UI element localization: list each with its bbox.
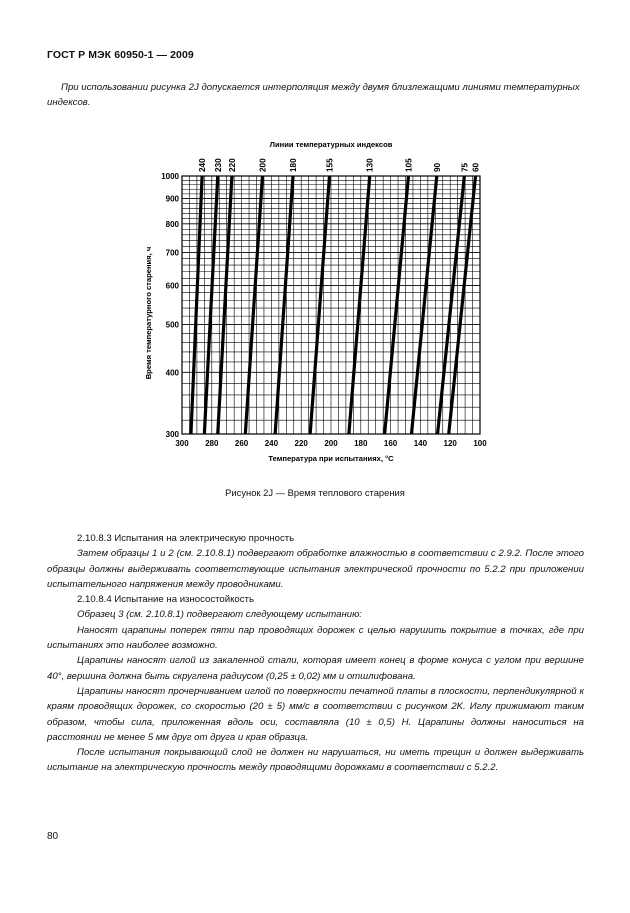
paragraph-scratches: Наносят царапины поперек пяти пар проводящих дорожек с целью нарушить покрытие в точках, где при испытаниях это наиболее возможно. — [47, 624, 584, 652]
grid-lines — [182, 176, 480, 434]
series-line-220 — [218, 176, 232, 434]
y-axis-title: Время температурного старения, ч — [144, 246, 153, 380]
y-tick-label: 500 — [165, 320, 179, 330]
series-label-155: 155 — [325, 158, 335, 172]
x-tick-label: 140 — [413, 439, 428, 448]
x-tick-label: 300 — [175, 439, 189, 448]
x-tick-label: 200 — [324, 439, 338, 448]
section-heading-2-10-8-4: 2.10.8.4 Испытание на износостойкость — [77, 594, 254, 606]
body-text — [47, 531, 584, 776]
series-label-130: 130 — [365, 158, 375, 172]
chart-title: Линии температурных индексов — [269, 140, 393, 149]
series-line-90 — [411, 176, 436, 434]
series-label-200: 200 — [258, 158, 268, 172]
series-label-180: 180 — [289, 158, 299, 172]
series-label-60: 60 — [471, 162, 481, 172]
x-tick-label: 160 — [383, 439, 398, 448]
series-line-75 — [438, 176, 465, 434]
series-line-230 — [204, 176, 217, 434]
y-tick-label: 600 — [165, 281, 179, 291]
x-axis-title: Температура при испытаниях, °C — [268, 454, 394, 463]
y-tick-label: 300 — [165, 430, 179, 439]
y-tick-label: 800 — [165, 219, 179, 229]
series-line-200 — [245, 176, 262, 434]
x-tick-label: 120 — [443, 439, 457, 448]
paragraph-needle: Царапины наносят иглой из закаленной стали, которая имеет конец в форме конуса с углом при вершине 40°, вершина должна быть скруглена радиусом (0,25 ± 0,02) мм и отшлифована. — [47, 655, 584, 682]
y-tick-label: 1000 — [161, 172, 179, 181]
paragraph-scratching-method: Царапины наносят прочерчиванием иглой по поверхности печатной платы в плоскости, перпендикулярной к краям проводящих дорожек, со скоростью (20 ± 5) мм/с в соответствии с рисунком 2K. Иглу прижимают таким образом, чтобы сила, приложенная вдоль оси, составляла (10 ± 0,5) Н. Царапины должны наноситься на расстоянии не менее 5 мм друг от друга и края образца. — [47, 685, 584, 743]
x-tick-label: 260 — [234, 439, 249, 448]
document-header: ГОСТ Р МЭК 60950-1 — 2009 — [47, 49, 194, 61]
series-line-60 — [449, 176, 476, 434]
section-heading-2-10-8-3: 2.10.8.3 Испытания на электрическую прочность — [77, 533, 295, 544]
series-label-230: 230 — [213, 158, 223, 172]
page-number: 80 — [47, 831, 59, 842]
series-label-75: 75 — [460, 162, 470, 172]
x-tick-label: 100 — [473, 439, 487, 448]
x-tick-label: 220 — [294, 439, 308, 448]
paragraph-sample-3: Образец 3 (см. 2.10.8.1) подвергают следующему испытанию: — [77, 609, 362, 621]
paragraph-after-test: После испытания покрывающий слой не должен ни нарушаться, ни иметь трещин и должен выдерживать испытание на электрическую прочность между проводящими дорожками в соответствии с 5.2.2. — [47, 747, 584, 774]
series-line-130 — [349, 176, 370, 434]
x-tick-label: 280 — [205, 439, 219, 448]
y-tick-label: 700 — [165, 248, 179, 258]
series-line-155 — [310, 176, 329, 434]
series-label-240: 240 — [198, 158, 208, 172]
series-label-90: 90 — [432, 162, 442, 172]
paragraph-electric-strength: Затем образцы 1 и 2 (см. 2.10.8.1) подвергают обработке влажностью в соответствии с 2.9.2. После этого образцы должны выдерживать соответствующие испытания электрической прочности по 5.2.2 при приложении испытательного напряжения между проводниками. — [47, 548, 584, 590]
y-tick-label: 400 — [165, 368, 179, 378]
series-line-105 — [385, 176, 409, 434]
y-tick-label: 900 — [165, 194, 179, 204]
figure-caption: Рисунок 2J — Время теплового старения — [225, 487, 405, 498]
intro-paragraph: При использовании рисунка 2J допускается интерполяция между двумя близлежащими линиями температурных индексов. — [47, 82, 580, 108]
x-tick-label: 240 — [264, 439, 279, 448]
series-line-180 — [275, 176, 293, 434]
series-label-220: 220 — [227, 158, 237, 172]
series-label-105: 105 — [404, 158, 414, 172]
x-tick-label: 180 — [354, 439, 368, 448]
series-line-240 — [191, 176, 202, 434]
